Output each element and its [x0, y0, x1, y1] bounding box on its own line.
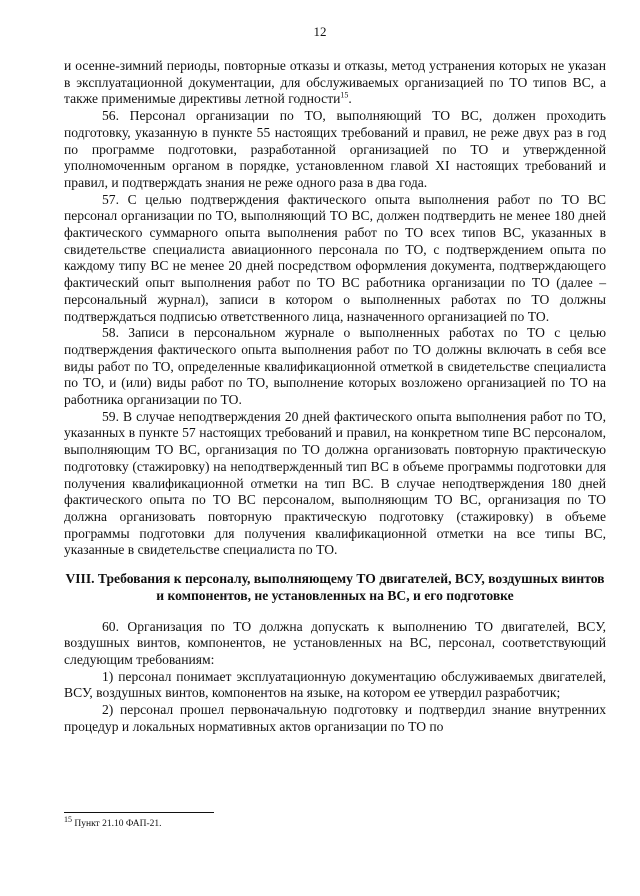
paragraph-56: 56. Персонал организации по ТО, выполняющий ТО ВС, должен проходить подготовку, указанную в пункте 55 настоящих требований и правил, не реже двух раз в год по программе подготовки, разработанной организацией по ТО и утвержденной уполномоченным органом в порядке, установленном главой XI настоящих требований и правил, и подтверждать знания не реже одного раза в два года. — [64, 108, 606, 190]
list-item-2: 2) персонал прошел первоначальную подготовку и подтвердил знание внутренних процедур и локальных нормативных актов организации по ТО по — [64, 702, 606, 734]
footnote-ref[interactable]: 15 — [340, 90, 349, 100]
paragraph-57: 57. С целью подтверждения фактического опыта выполнения работ по ТО ВС персонал организации по ТО, выполняющий ТО ВС, должен подтвердить не менее 180 дней фактического суммарного опыта выполнения работ по ТО всех типов ВС, указанных в свидетельстве специалиста авиационного персонала по ТО, с подтверждением опыта по каждому типу ВС не менее 20 дней посредством оформления документа, подтверждающего фактический опыт выполнения работ по ТО ВС работника организации по ТО (далее – персональный журнал), записи в котором о выполненных работах по ТО должны подтверждаться подписью ответственного лица, назначенного организацией по ТО. — [64, 191, 606, 324]
paragraph-text: и осенне-зимний периоды, повторные отказы и отказы, метод устранения которых не указан в эксплуатационной документации, для обслуживаемых организацией по ТО типов ВС, а также применимые директивы летной годности — [64, 58, 606, 107]
section-heading: VIII. Требования к персоналу, выполняющему ТО двигателей, ВСУ, воздушных винтов и компонентов, не установленных на ВС, и его подготовке — [65, 571, 605, 603]
list-item-1: 1) персонал понимает эксплуатационную документацию обслуживаемых двигателей, ВСУ, воздушных винтов, компонентов на языке, на котором ее утвердил разработчик; — [64, 668, 606, 701]
footnote-text: Пункт 21.10 ФАП-21. — [74, 819, 162, 829]
paragraph-60: 60. Организация по ТО должна допускать к выполнению ТО двигателей, ВСУ, воздушных винтов, компонентов, не установленных на ВС, персонал, соответствующий следующим требованиям: — [64, 618, 606, 667]
footnote — [64, 814, 604, 830]
paragraph-58: 58. Записи в персональном журнале о выполненных работах по ТО с целью подтверждения фактического опыта выполнения работ по ТО должны включать в себя все виды работ по ТО, определенные квалификационной отметкой в свидетельстве специалиста по ТО, и (или) виды работ по ТО, выполнение которых возложено организацией по ТО на работника организации по ТО. — [64, 325, 606, 408]
paragraph-tail: . — [348, 91, 352, 107]
paragraph-continuation — [64, 58, 606, 108]
body-text — [64, 58, 606, 735]
footnote-number: 15 — [64, 814, 72, 824]
paragraph-59: 59. В случае неподтверждения 20 дней фактического опыта выполнения работ по ТО, указанных в пункте 57 настоящих требований и правил, на конкретном типе ВС персоналом, выполняющим ТО ВС, организация по ТО должна организовать повторную практическую подготовку (стажировку) на неподтвержденный тип ВС в объеме программы подготовки для получения квалификационной отметки на тип ВС. В случае неподтверждения 180 дней фактического опыта по ТО ВС персоналом, выполняющим ТО ВС, организация по ТО должна организовать повторную практическую подготовку (стажировку) в объеме программы подготовки для получения квалификационной отметки на все типы ВС, указанные в свидетельстве специалиста по ТО. — [64, 408, 606, 558]
footnote-divider — [64, 812, 214, 813]
page-number: 12 — [313, 24, 327, 39]
